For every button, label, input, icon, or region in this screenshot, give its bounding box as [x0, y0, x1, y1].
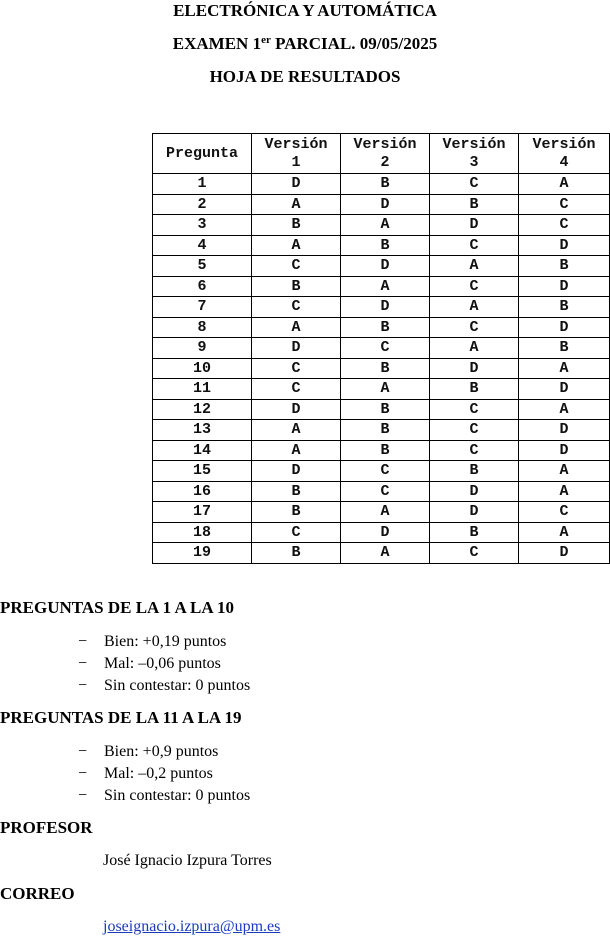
list-item: [78, 653, 250, 675]
header-version-2-label: Versión: [353, 135, 417, 153]
question-number-cell: 3: [153, 215, 252, 236]
answer-cell-version-1: B: [252, 481, 341, 502]
answer-cell-version-4: B: [519, 338, 610, 359]
question-number-cell: 18: [153, 522, 252, 543]
answer-cell-version-2: C: [341, 461, 430, 482]
answer-cell-version-1: A: [252, 440, 341, 461]
results-sheet-heading: HOJA DE RESULTADOS: [209, 67, 401, 86]
answer-cell-version-2: A: [341, 276, 430, 297]
question-number-cell: 5: [153, 256, 252, 277]
answer-cell-version-1: B: [252, 543, 341, 564]
answer-cell-version-4: D: [519, 317, 610, 338]
answer-cell-version-3: A: [430, 338, 519, 359]
answer-cell-version-3: B: [430, 194, 519, 215]
answer-cell-version-2: D: [341, 297, 430, 318]
answer-cell-version-1: C: [252, 297, 341, 318]
answer-cell-version-3: B: [430, 461, 519, 482]
exam-subtitle-suffix: PARCIAL. 09/05/2025: [270, 34, 438, 53]
header-version-1: [252, 134, 341, 174]
header-version-1-label: Versión: [264, 135, 328, 153]
answer-cell-version-3: D: [430, 215, 519, 236]
list-item: [78, 741, 250, 763]
answer-cell-version-2: A: [341, 379, 430, 400]
question-number-cell: 15: [153, 461, 252, 482]
header-version-1-number: 1: [291, 153, 301, 171]
answer-cell-version-3: C: [430, 317, 519, 338]
email-line: [103, 917, 280, 937]
table-row: [153, 481, 610, 502]
answer-cell-version-1: B: [252, 502, 341, 523]
question-number-cell: 14: [153, 440, 252, 461]
table-row: [153, 522, 610, 543]
table-row: [153, 235, 610, 256]
answer-table-body: [153, 174, 610, 564]
answer-cell-version-3: C: [430, 399, 519, 420]
professor-title: PROFESOR: [0, 818, 93, 837]
answer-cell-version-1: C: [252, 256, 341, 277]
scoring-section-1-list: [78, 631, 250, 697]
question-number-cell: 7: [153, 297, 252, 318]
exam-subtitle-prefix: EXAMEN 1: [172, 34, 262, 53]
list-item: [78, 785, 250, 807]
table-row: [153, 440, 610, 461]
answer-cell-version-4: D: [519, 440, 610, 461]
answer-cell-version-1: D: [252, 338, 341, 359]
answer-cell-version-1: C: [252, 522, 341, 543]
scoring-rule-blank: Sin contestar: 0 puntos: [104, 677, 251, 694]
answer-cell-version-4: D: [519, 420, 610, 441]
answer-cell-version-1: B: [252, 215, 341, 236]
header-question-label: Pregunta: [165, 144, 238, 162]
table-row: [153, 543, 610, 564]
table-row: [153, 215, 610, 236]
question-number-cell: 6: [153, 276, 252, 297]
answer-cell-version-4: D: [519, 235, 610, 256]
question-number-cell: 12: [153, 399, 252, 420]
answer-table: [152, 133, 610, 564]
answer-cell-version-2: D: [341, 256, 430, 277]
question-number-cell: 17: [153, 502, 252, 523]
question-number-cell: 19: [153, 543, 252, 564]
answer-cell-version-3: B: [430, 522, 519, 543]
answer-cell-version-4: A: [519, 358, 610, 379]
table-row: [153, 358, 610, 379]
question-number-cell: 13: [153, 420, 252, 441]
table-row: [153, 317, 610, 338]
table-row: [153, 399, 610, 420]
answer-cell-version-4: D: [519, 543, 610, 564]
answer-cell-version-4: B: [519, 256, 610, 277]
header-version-2-number: 2: [380, 153, 390, 171]
table-row: [153, 194, 610, 215]
scoring-rule-correct: Bien: +0,9 puntos: [104, 743, 219, 760]
answer-cell-version-2: B: [341, 317, 430, 338]
answer-cell-version-4: D: [519, 276, 610, 297]
question-number-cell: 10: [153, 358, 252, 379]
scoring-section-2-title: PREGUNTAS DE LA 11 A LA 19: [0, 708, 242, 727]
header-version-3: [430, 134, 519, 174]
dash-bullet: −: [78, 655, 88, 672]
answer-cell-version-2: A: [341, 215, 430, 236]
answer-cell-version-4: A: [519, 481, 610, 502]
email-title: CORREO: [0, 884, 75, 903]
question-number-cell: 2: [153, 194, 252, 215]
answer-cell-version-1: A: [252, 194, 341, 215]
dash-bullet: −: [78, 677, 88, 694]
answer-cell-version-2: C: [341, 338, 430, 359]
dash-bullet: −: [78, 787, 88, 804]
answer-cell-version-3: D: [430, 502, 519, 523]
answer-table-header: [153, 134, 610, 174]
answer-cell-version-1: C: [252, 358, 341, 379]
question-number-cell: 4: [153, 235, 252, 256]
answer-cell-version-4: C: [519, 194, 610, 215]
dash-bullet: −: [78, 765, 88, 782]
answer-cell-version-4: A: [519, 522, 610, 543]
scoring-section-2-list: [78, 741, 250, 807]
answer-cell-version-4: D: [519, 379, 610, 400]
answer-cell-version-4: C: [519, 502, 610, 523]
table-row: [153, 256, 610, 277]
dash-bullet: −: [78, 743, 88, 760]
header-version-3-number: 3: [469, 153, 479, 171]
header-version-4-number: 4: [559, 153, 569, 171]
header-question: [153, 134, 252, 174]
answer-cell-version-4: A: [519, 174, 610, 195]
question-number-cell: 11: [153, 379, 252, 400]
answer-cell-version-3: C: [430, 420, 519, 441]
table-row: [153, 379, 610, 400]
table-row: [153, 338, 610, 359]
header-version-3-label: Versión: [442, 135, 506, 153]
scoring-rule-correct: Bien: +0,19 puntos: [104, 633, 227, 650]
dash-bullet: −: [78, 633, 88, 650]
answer-cell-version-3: C: [430, 276, 519, 297]
answer-cell-version-3: C: [430, 440, 519, 461]
scoring-section-1-title: PREGUNTAS DE LA 1 A LA 10: [0, 598, 234, 617]
answer-cell-version-2: B: [341, 235, 430, 256]
answer-cell-version-2: D: [341, 522, 430, 543]
answer-cell-version-3: C: [430, 543, 519, 564]
question-number-cell: 16: [153, 481, 252, 502]
answer-cell-version-3: A: [430, 256, 519, 277]
answer-cell-version-3: B: [430, 379, 519, 400]
answer-cell-version-1: A: [252, 235, 341, 256]
answer-cell-version-3: A: [430, 297, 519, 318]
answer-cell-version-3: D: [430, 481, 519, 502]
question-number-cell: 1: [153, 174, 252, 195]
answer-cell-version-2: A: [341, 543, 430, 564]
answer-cell-version-1: C: [252, 379, 341, 400]
answer-cell-version-3: D: [430, 358, 519, 379]
list-item: [78, 675, 250, 697]
answer-cell-version-4: A: [519, 399, 610, 420]
scoring-rule-blank: Sin contestar: 0 puntos: [104, 787, 251, 804]
professor-name: José Ignacio Izpura Torres: [103, 852, 272, 869]
table-row: [153, 174, 610, 195]
answer-cell-version-2: C: [341, 481, 430, 502]
list-item: [78, 763, 250, 785]
header-version-4-label: Versión: [532, 135, 596, 153]
header-version-4: [519, 134, 610, 174]
table-row: [153, 461, 610, 482]
answer-cell-version-4: A: [519, 461, 610, 482]
document-title: ELECTRÓNICA Y AUTOMÁTICA: [173, 1, 437, 20]
answer-cell-version-1: D: [252, 174, 341, 195]
table-row: [153, 420, 610, 441]
question-number-cell: 9: [153, 338, 252, 359]
answer-cell-version-2: A: [341, 502, 430, 523]
exam-subtitle-superscript: er: [261, 34, 271, 46]
table-row: [153, 297, 610, 318]
exam-subtitle: [75, 34, 535, 54]
answer-cell-version-2: D: [341, 194, 430, 215]
answer-cell-version-2: B: [341, 358, 430, 379]
question-number-cell: 8: [153, 317, 252, 338]
answer-cell-version-1: A: [252, 420, 341, 441]
scoring-rule-wrong: Mal: –0,06 puntos: [104, 655, 221, 672]
answer-table-header-row: [153, 134, 610, 174]
table-row: [153, 502, 610, 523]
answer-cell-version-4: C: [519, 215, 610, 236]
email-link[interactable]: joseignacio.izpura@upm.es: [103, 918, 281, 935]
answer-cell-version-1: D: [252, 399, 341, 420]
scoring-rule-wrong: Mal: –0,2 puntos: [104, 765, 213, 782]
answer-cell-version-2: B: [341, 420, 430, 441]
answer-cell-version-2: B: [341, 399, 430, 420]
header-version-2: [341, 134, 430, 174]
answer-cell-version-3: C: [430, 174, 519, 195]
table-row: [153, 276, 610, 297]
answer-cell-version-2: B: [341, 174, 430, 195]
answer-cell-version-1: B: [252, 276, 341, 297]
answer-cell-version-3: C: [430, 235, 519, 256]
list-item: [78, 631, 250, 653]
answer-cell-version-1: A: [252, 317, 341, 338]
answer-cell-version-4: B: [519, 297, 610, 318]
answer-cell-version-1: D: [252, 461, 341, 482]
answer-cell-version-2: B: [341, 440, 430, 461]
